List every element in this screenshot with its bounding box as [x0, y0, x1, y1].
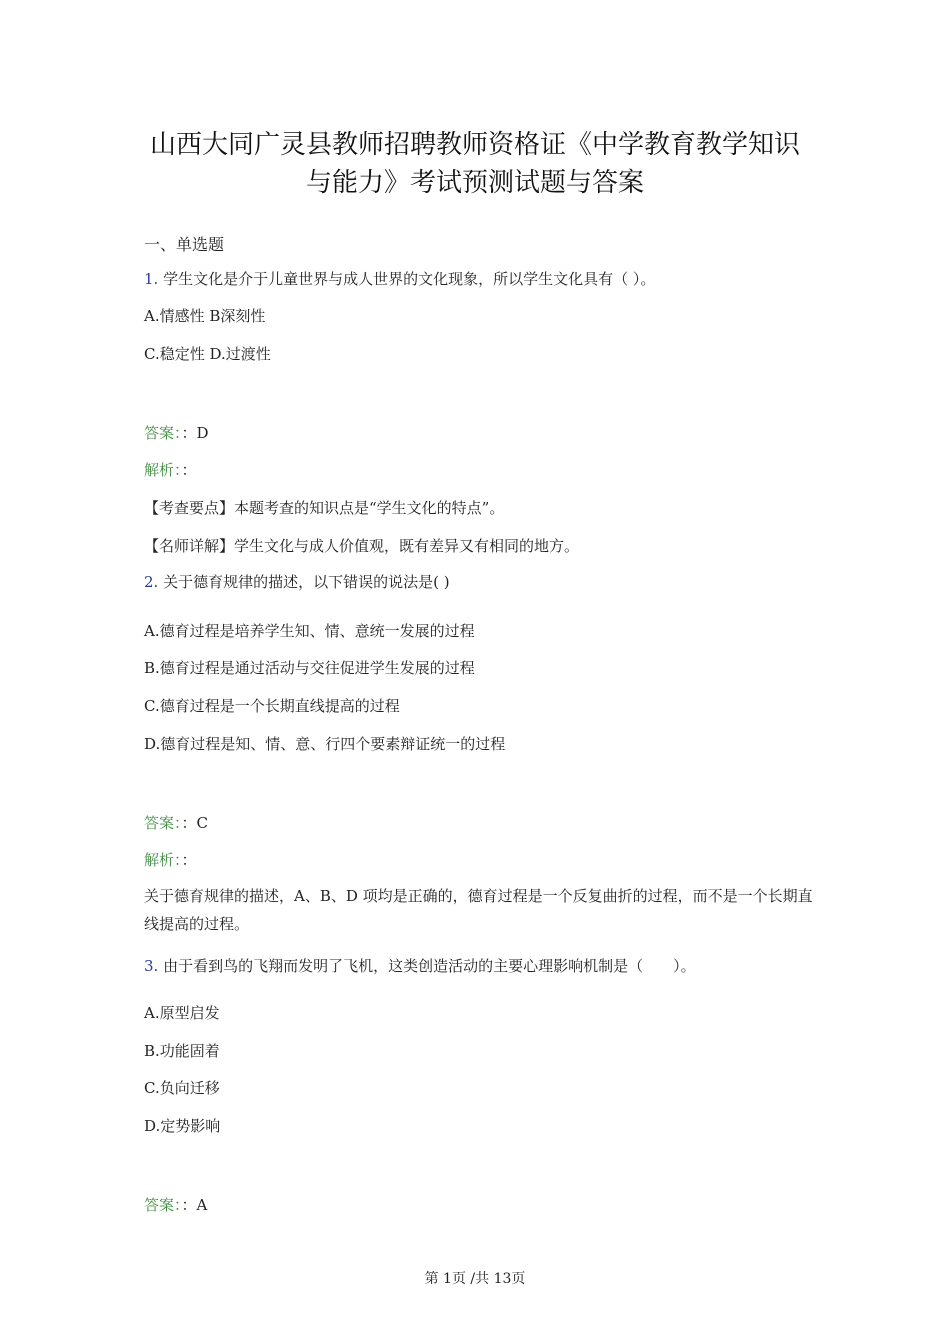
question-3 [144, 955, 696, 976]
q1-note-1: 【考查要点】本题考查的知识点是“学生文化的特点”。 [144, 499, 505, 517]
q2-option-a: A.德育过程是培养学生知、情、意统一发展的过程 [144, 622, 475, 640]
answer-label: 答案： [144, 424, 182, 442]
q2-option-d: D.德育过程是知、情、意、行四个要素辩证统一的过程 [144, 735, 506, 753]
q2-option-c: C.德育过程是一个长期直线提高的过程 [144, 697, 400, 715]
title-line-2: 与能力》考试预测试题与答案 [305, 168, 644, 198]
q3-answer [144, 1194, 207, 1215]
q3-option-d: D.定势影响 [144, 1117, 221, 1135]
analysis-value: ： [181, 851, 197, 869]
analysis-label: 解析： [144, 461, 182, 479]
q2-option-b: B.德育过程是通过活动与交往促进学生发展的过程 [144, 659, 475, 677]
answer-label: 答案： [144, 1196, 182, 1214]
question-1 [144, 268, 655, 289]
answer-value: ：D [181, 424, 209, 442]
q1-analysis [144, 459, 197, 480]
question-number: 2. [144, 573, 159, 591]
q2-analysis [144, 849, 197, 870]
q3-option-b: B.功能固着 [144, 1042, 220, 1060]
question-number: 1. [144, 270, 159, 288]
q1-option-line-2: C.稳定性 D.过渡性 [144, 345, 271, 363]
question-text: 由于看到鸟的飞翔而发明了飞机，这类创造活动的主要心理影响机制是（ ）。 [163, 957, 696, 975]
q3-option-c: C.负向迁移 [144, 1079, 220, 1097]
q3-option-a: A.原型启发 [144, 1004, 220, 1022]
q1-note-2: 【名师详解】学生文化与成人价值观，既有差异又有相同的地方。 [144, 537, 580, 555]
question-text: 关于德育规律的描述，以下错误的说法是( ) [163, 573, 450, 591]
analysis-value: ： [181, 461, 197, 479]
section-title: 一、单选题 [144, 235, 225, 254]
q1-option-line-1: A.情感性 B深刻性 [144, 307, 266, 325]
page-footer: 第 1页 /共 13页 [424, 1271, 526, 1287]
answer-label: 答案： [144, 814, 182, 832]
q2-answer [144, 812, 208, 833]
title-line-1: 山西大同广灵县教师招聘教师资格证《中学教育教学知识 [149, 130, 800, 160]
question-2 [144, 571, 450, 592]
q1-answer [144, 422, 209, 443]
q2-analysis-text: 关于德育规律的描述，A、B、D 项均是正确的，德育过程是一个反复曲折的过程，而不是一个长期直线提高的过程。 [144, 887, 813, 933]
document-title [120, 126, 830, 202]
answer-value: ：C [181, 814, 208, 832]
question-number: 3. [144, 957, 159, 975]
question-text: 学生文化是介于儿童世界与成人世界的文化现象，所以学生文化具有（ ）。 [163, 270, 656, 288]
analysis-label: 解析： [144, 851, 182, 869]
answer-value: ：A [181, 1196, 208, 1214]
